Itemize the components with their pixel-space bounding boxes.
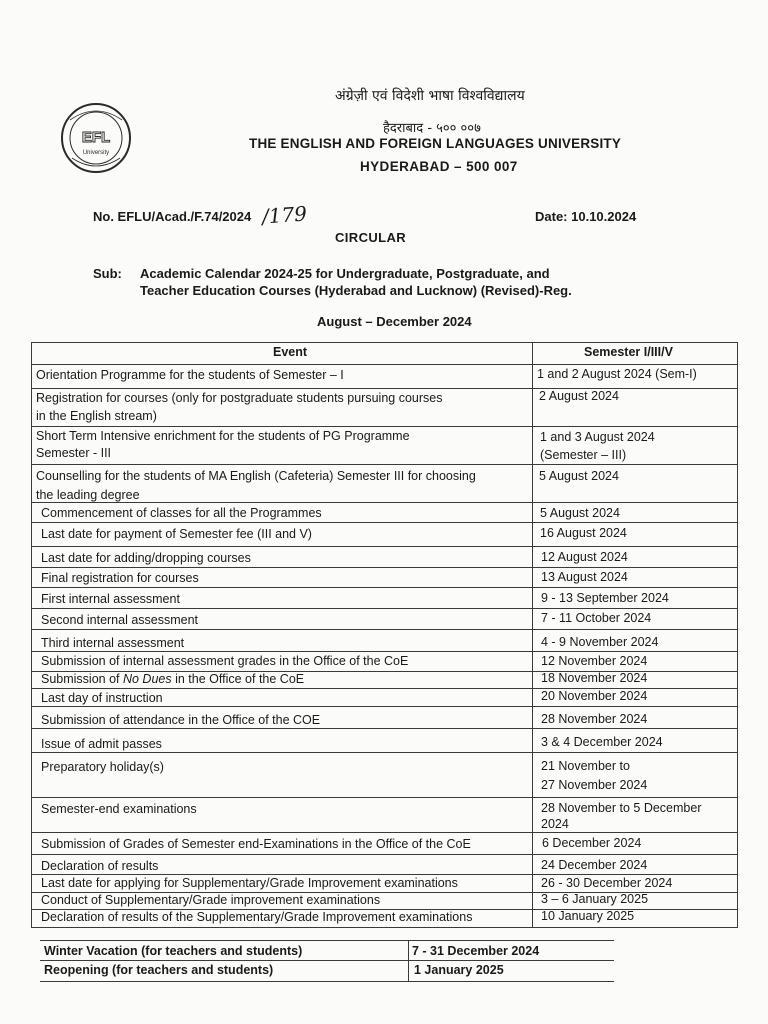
table-row-date: 26 - 30 December 2024: [541, 876, 673, 890]
table-row-event: Last date for applying for Supplementary/Grade Improvement examinations: [41, 876, 458, 890]
table-row-event-cont: in the English stream): [36, 409, 157, 423]
reference-number: No. EFLU/Acad./F.74/2024: [93, 209, 252, 224]
winter-vacation-label: Winter Vacation (for teachers and students): [44, 944, 303, 958]
table-row-date: 4 - 9 November 2024: [541, 635, 659, 649]
table-row-event: Final registration for courses: [41, 571, 199, 585]
table-row-event: Last date for payment of Semester fee (III and V): [41, 527, 312, 541]
table-row-event-cont: Semester - III: [36, 446, 112, 460]
table-row-event: Preparatory holiday(s): [41, 760, 164, 774]
table-row-event: First internal assessment: [41, 592, 180, 606]
winter-vacation-dates: 7 - 31 December 2024: [412, 944, 540, 958]
academic-calendar-table: [31, 342, 738, 928]
university-logo-seal: [56, 98, 136, 178]
vacation-table: [40, 940, 614, 982]
table-row-event: Submission of No Dues in the Office of the CoE: [41, 672, 305, 686]
svg-text:University: University: [82, 150, 110, 156]
table-row-event: Third internal assessment: [41, 636, 185, 650]
table-row-date: 1 and 2 August 2024 (Sem-I): [537, 367, 697, 381]
table-row-date: 13 August 2024: [541, 570, 628, 584]
table-row-event: Last day of instruction: [41, 691, 163, 705]
table-row-event: Conduct of Supplementary/Grade improvement examinations: [41, 893, 381, 907]
table-row-event: Second internal assessment: [41, 613, 199, 627]
table-row-event: Registration for courses (only for postgraduate students pursuing courses: [36, 391, 443, 405]
table-row-date-cont: 27 November 2024: [541, 778, 648, 792]
subject-line-2: Teacher Education Courses (Hyderabad and Lucknow) (Revised)-Reg.: [140, 283, 572, 298]
table-row-date: 6 December 2024: [542, 836, 642, 850]
table-row-date: 10 January 2025: [541, 909, 635, 923]
svg-text:EFL: EFL: [81, 129, 111, 146]
reopening-date: 1 January 2025: [414, 963, 504, 977]
table-row-date: 18 November 2024: [541, 671, 648, 685]
reopening-label: Reopening (for teachers and students): [44, 963, 274, 977]
column-header-semester: Semester I/III/V: [584, 345, 673, 359]
university-city: HYDERABAD – 500 007: [360, 159, 518, 174]
table-row-event: Submission of internal assessment grades in the Office of the CoE: [41, 654, 409, 668]
table-row-date: 16 August 2024: [540, 526, 627, 540]
table-row-event: Last date for adding/dropping courses: [41, 551, 251, 565]
table-row-event: Short Term Intensive enrichment for the students of PG Programme: [36, 429, 410, 443]
table-row-date: 12 August 2024: [541, 550, 628, 564]
university-name: THE ENGLISH AND FOREIGN LANGUAGES UNIVERSITY: [249, 136, 622, 151]
table-row-date: 12 November 2024: [541, 654, 648, 668]
table-row-event: Commencement of classes for all the Programmes: [41, 506, 322, 520]
document-type-heading: CIRCULAR: [335, 230, 407, 245]
table-row-date: 1 and 3 August 2024: [540, 430, 655, 444]
table-row-date: 3 – 6 January 2025: [541, 892, 649, 906]
subject-label: Sub:: [93, 266, 122, 281]
university-city-hindi: हैदराबाद - ५०० ००७: [383, 121, 481, 136]
table-row-date-cont: (Semester – III): [540, 448, 627, 462]
table-row-event: Submission of Grades of Semester end-Examinations in the Office of the CoE: [41, 837, 471, 851]
table-row-event: Orientation Programme for the students of Semester – I: [36, 368, 344, 382]
calendar-period: August – December 2024: [317, 314, 472, 329]
table-row-date: 5 August 2024: [540, 506, 620, 520]
table-row-date: 28 November 2024: [541, 712, 648, 726]
table-row-event-cont: the leading degree: [36, 488, 140, 502]
table-row-event: Semester-end examinations: [41, 802, 197, 816]
table-row-date: 7 - 11 October 2024: [541, 611, 652, 625]
table-row-date: 28 November to 5 December: [541, 801, 702, 815]
table-row-date: 20 November 2024: [541, 689, 648, 703]
table-row-date: 24 December 2024: [541, 858, 648, 872]
subject-line-1: Academic Calendar 2024-25 for Undergraduate, Postgraduate, and: [140, 266, 550, 281]
table-row-date: 21 November to: [541, 759, 630, 773]
table-row-date: 2 August 2024: [539, 389, 619, 403]
table-row-event: Declaration of results: [41, 859, 159, 873]
table-row-date: 3 & 4 December 2024: [541, 735, 663, 749]
handwritten-reference-suffix: /179: [261, 201, 308, 229]
table-row-event: Submission of attendance in the Office of the COE: [41, 713, 321, 727]
column-header-event: Event: [273, 345, 308, 359]
table-row-date-cont: 2024: [541, 817, 569, 831]
university-name-hindi: अंग्रेज़ी एवं विदेशी भाषा विश्वविद्यालय: [335, 88, 525, 104]
table-row-event: Counselling for the students of MA English (Cafeteria) Semester III for choosing: [36, 469, 476, 483]
table-row-date: 5 August 2024: [539, 469, 619, 483]
table-row-event: Declaration of results of the Supplementary/Grade Improvement examinations: [41, 910, 473, 924]
table-row-date: 9 - 13 September 2024: [541, 591, 669, 605]
table-row-event: Issue of admit passes: [41, 737, 162, 751]
circular-date: Date: 10.10.2024: [535, 209, 637, 224]
